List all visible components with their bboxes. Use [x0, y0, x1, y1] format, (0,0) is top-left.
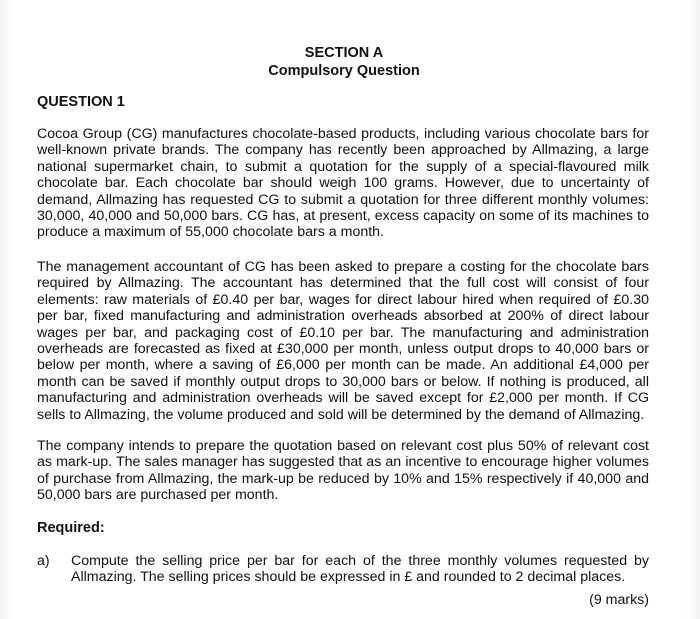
required-label: Required: — [37, 520, 105, 536]
question-label: QUESTION 1 — [37, 94, 125, 110]
section-heading: SECTION A — [304, 45, 384, 61]
marks-label: (9 marks) — [589, 592, 649, 608]
requirement-letter: a) — [37, 553, 50, 569]
question-paragraph: The management accountant of CG has been asked to prepare a costing for the chocolate bars required by Allmazing. The accountant has determined that the full cost will consist of four elements: raw materials of £0.40 per bar, wages for direct labour hired when required of £0.30 per bar, fixed manufacturing and administration overheads absorbed at 200% of direct labour wages per bar, and packaging cost of £0.10 per bar. The manufacturing and administration overheads are forecasted as fixed at £30,000 per month, unless output drops to 40,000 bars or below per month, where a saving of £6,000 per month can be made. An additional £4,000 per month can be saved if monthly output drops to 30,000 bars or below. If nothing is produced, all manufacturing and administration overheads will be saved except for £2,000 per month. If CG sells to Allmazing, the volume produced and sold will be determined by the demand of Allmazing. — [37, 259, 649, 423]
question-paragraph: Cocoa Group (CG) manufactures chocolate-based products, including various chocolate bars for well-known private brands. The company has recently been approached by Allmazing, a large national supermarket chain, to submit a quotation for the supply of a special-flavoured milk chocolate bar. Each chocolate bar should weigh 100 grams. However, due to uncertainty of demand, Allmazing has requested CG to submit a quotation for three different monthly volumes: 30,000, 40,000 and 50,000 bars. CG has, at present, excess capacity on some of its machines to produce a maximum of 55,000 chocolate bars a month. — [37, 126, 649, 241]
question-paragraph: The company intends to prepare the quotation based on relevant cost plus 50% of relevant cost as mark-up. The sales manager has suggested that as an incentive to encourage higher volumes of purchase from Allmazing, the mark-up be reduced by 10% and 15% respectively if 40,000 and 50,000 bars are purchased per month. — [37, 438, 649, 504]
requirement-text: Compute the selling price per bar for each of the three monthly volumes requested by Allmazing. The selling prices should be expressed in £ and rounded to 2 decimal places. — [71, 553, 649, 586]
section-subheading: Compulsory Question — [268, 63, 420, 79]
